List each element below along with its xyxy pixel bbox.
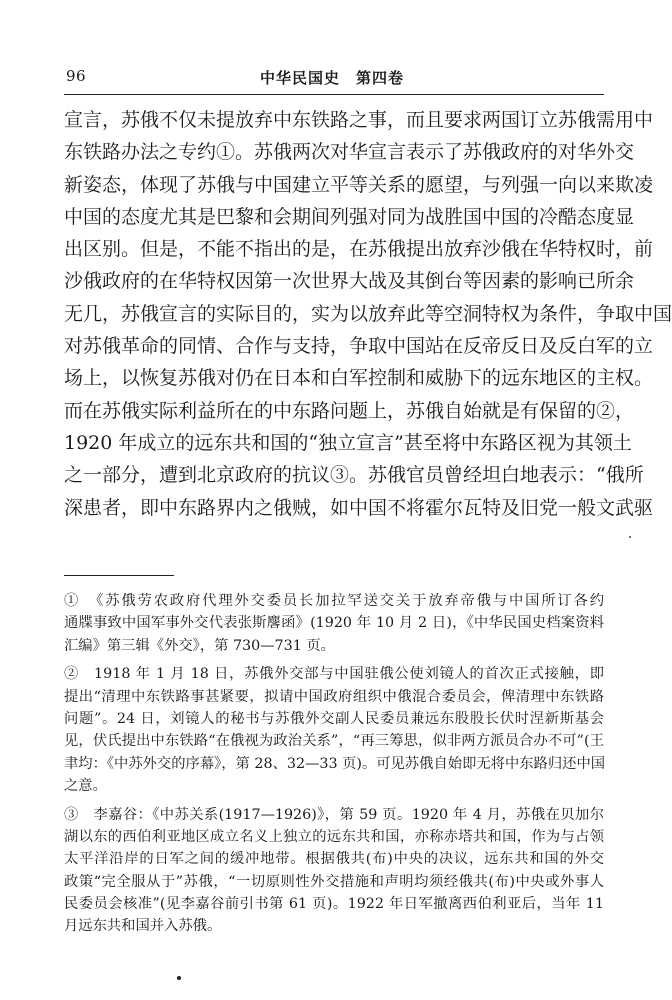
body-line: 出区别。但是，不能不指出的是，在苏俄提出放弃沙俄在华特权时，前 xyxy=(64,238,654,261)
footnote-line: 汇编》第三辑《外交》，第 730—731 页。 xyxy=(64,637,335,654)
scan-speck xyxy=(629,536,631,538)
body-line: 无几，苏俄宣言的实际目的，实为以放弃此等空洞特权为条件，争取中国 xyxy=(64,302,672,325)
footnote-rule xyxy=(64,575,174,576)
body-line: 深患者，即中东路界内之俄贼，如中国不将霍尔瓦特及旧党一般文武驱 xyxy=(64,496,654,519)
page-number: 96 xyxy=(66,67,87,85)
running-title: 中华民国史 第四卷 xyxy=(260,69,405,87)
footnote-line: 湖以东的西伯利亚地区成立名义上独立的远东共和国，亦称赤塔共和国，作为与占领 xyxy=(64,828,604,845)
footnote-line: ② 1918 年 1 月 18 日，苏俄外交部与中国驻俄公使刘镜人的首次正式接触，即 xyxy=(64,666,604,683)
footnote-line: 提出“清理中东铁路事甚紧要，拟请中国政府组织中俄混合委员会，俾清理中东铁路 xyxy=(64,688,604,705)
body-line: 宣言，苏俄不仅未提放弃中东铁路之事，而且要求两国订立苏俄需用中 xyxy=(64,109,654,131)
body-line: 1920 年成立的远东共和国的“独立宣言”甚至将中东路区视为其领土 xyxy=(64,431,632,454)
body-line: 沙俄政府的在华特权因第一次世界大战及其倒台等因素的影响已所余 xyxy=(64,270,635,293)
footnote-line: 问题”。24 日，刘镜人的秘书与苏俄外交副人民委员兼远东股股长伏时涅新斯基会 xyxy=(64,710,604,727)
footnote-line: 之意。 xyxy=(64,778,107,795)
footnote-line: 民委员会核准”(见李嘉谷前引书第 61 页)。1922 年日军撤离西伯利亚后，当年 11 xyxy=(64,896,604,913)
scan-speck xyxy=(177,976,181,980)
footnote-line: 见，伏氏提出中东铁路“在俄视为政治关系”，“再三筹思，似非两方派员合办不可”(王 xyxy=(64,733,604,750)
footnote-line: 通牒事致中国军事外交代表张斯麐函》(1920 年 10 月 2 日)，《中华民国史档案资料 xyxy=(64,615,604,632)
footnote-1 xyxy=(64,590,604,657)
body-line: 中国的态度尤其是巴黎和会期间列强对同为战胜国中国的冷酷态度显 xyxy=(64,205,635,228)
footnote-line: 太平洋沿岸的日军之间的缓冲地带。根据俄共(布)中央的决议，远东共和国的外交 xyxy=(64,851,604,868)
footnote-line: 聿均：《中苏外交的序幕》，第 28、32—33 页)。可见苏俄自始即无将中东路归还中国 xyxy=(64,755,606,772)
footnote-2 xyxy=(64,663,604,797)
footnote-line: ① 《苏俄劳农政府代理外交委员长加拉罕送交关于放弃帝俄与中国所订各约 xyxy=(64,593,604,609)
body-line: 新姿态，体现了苏俄与中国建立平等关系的愿望，与列强一向以来欺凌 xyxy=(64,173,654,196)
body-line: 场上，以恢复苏俄对仍在日本和白军控制和威胁下的远东地区的主权。 xyxy=(64,367,654,390)
footnote-line: 月远东共和国并入苏俄。 xyxy=(64,918,222,935)
header-rule xyxy=(64,94,604,95)
body-line: 对苏俄革命的同情、合作与支持，争取中国站在反帝反日及反白军的立 xyxy=(64,335,654,358)
footnote-3 xyxy=(64,804,604,938)
body-line: 之一部分，遭到北京政府的抗议③。苏俄官员曾经坦白地表示：“俄所 xyxy=(64,464,644,487)
body-line: 东铁路办法之专约①。苏俄两次对华宣言表示了苏俄政府的对华外交 xyxy=(64,141,635,164)
footnote-line: ③ 李嘉谷：《中苏关系(1917—1926)》，第 59 页。1920 年 4 月，苏俄在贝加尔 xyxy=(64,806,604,823)
footnote-line: 政策“完全服从于”苏俄，“一切原则性外交措施和声明均须经俄共(布)中央或外事人 xyxy=(64,873,604,890)
body-paragraph xyxy=(64,104,672,524)
body-line: 而在苏俄实际利益所在的中东路问题上，苏俄自始就是有保留的②， xyxy=(64,399,635,422)
footnotes xyxy=(64,590,604,944)
